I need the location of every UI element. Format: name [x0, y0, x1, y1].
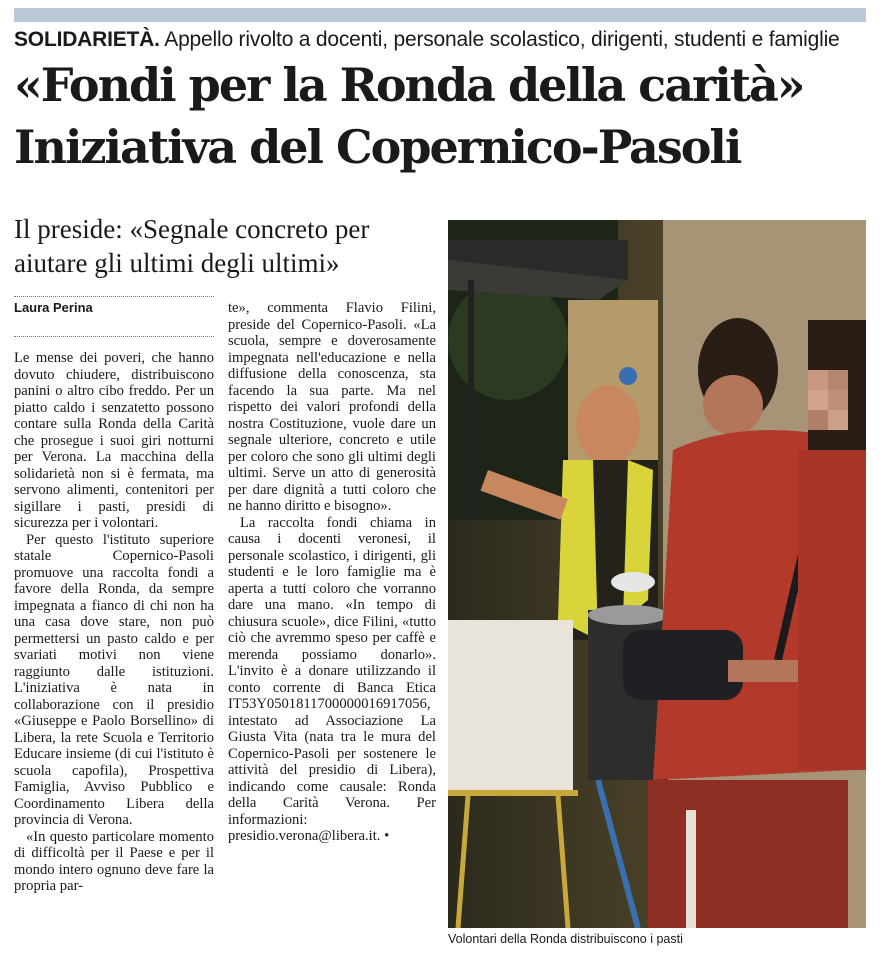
paragraph: «In questo particolare momento di difficoltà per il Paese e per il mondo intero ognuno deve fare la propria par-: [14, 828, 214, 894]
kicker-text: Appello rivolto a docenti, personale scolastico, dirigenti, studenti e famiglie: [164, 28, 840, 51]
photo-illustration: [448, 220, 866, 928]
byline-top-rule: [14, 296, 214, 297]
byline-bottom-rule: [14, 336, 214, 337]
paragraph: Le mense dei poveri, che hanno dovuto chiudere, distribuiscono panini o altro cibo freddo. Per un piatto caldo i senzatetto possono contare sulla Ronda della Carità che prosegue i suoi giri notturni per Verona. La macchina della solidarietà non si è fermata, ma servono alimenti, contenitori per sigillare i pasti, presidi di sicurezza per i volontari.: [14, 350, 214, 531]
photo-caption: Volontari della Ronda distribuiscono i pasti: [448, 932, 683, 946]
article-column-2: [228, 300, 436, 845]
subheadline: Il preside: «Segnale concreto per aiutare gli ultimi degli ultimi»: [14, 214, 370, 278]
paragraph: La raccolta fondi chiama in causa i docenti veronesi, il personale scolastico, i dirigenti, gli studenti e le loro famiglie ma è aperta a tutti coloro che vorranno dare una mano. «In tempo di chiusura scuole», dice Filini, «tutto ciò che avremmo speso per caffè e merenda possiamo donarlo». L'invito è a donare utilizzando il conto corrente di Banca Etica IT53Y0501811700000016917056, intestato ad Associazione La Giusta Vita (nata tra le mura del Copernico-Pasoli per sostenere le attività del presidio di Libera), indicando come causale: Ronda della Carità Verona. Per informazioni: presidio.verona@libera.it. •: [228, 514, 436, 844]
byline: Laura Perina: [14, 300, 93, 315]
headline-line-2: Iniziativa del Copernico-Pasoli: [14, 120, 741, 174]
paragraph: Per questo l'istituto superiore statale Copernico-Pasoli promuove una raccolta fondi a favore della Ronda, da sempre impegnata a fianco di chi non ha una casa dove stare, non può permettersi un pasto caldo e per svariati motivi non viene raggiunto dalle istituzioni. L'iniziativa è nata in collaborazione con il presidio «Giuseppe e Paolo Borsellino» di Libera, la rete Scuola e Territorio Educare insieme (di cui l'istituto è scuola capofila), Prospettiva Famiglia, Avviso Pubblico e Coordinamento Libera della provincia di Verona.: [14, 531, 214, 828]
kicker-label: SOLIDARIETÀ.: [14, 28, 160, 51]
headline: [14, 54, 874, 178]
kicker: [14, 28, 866, 52]
headline-line-1: «Fondi per la Ronda della carità»: [14, 58, 804, 112]
top-color-bar: [14, 8, 866, 22]
paragraph: te», commenta Flavio Filini, preside del Copernico-Pasoli. «La scuola, sempre e doverosamente impegnata nell'educazione e nella diffusione della conoscenza, sta facendo la sua parte. Ma nel rispetto dei valori profondi della nostra Costituzione, vuole dare un segnale ulteriore, concreto e utile per coloro che sono gli ultimi degli ultimi. Serve un atto di generosità per dare dignità a tutti coloro che ne hanno diritto e bisogno».: [228, 300, 436, 514]
article-column-1: [14, 350, 214, 895]
article-photo: [448, 220, 866, 928]
